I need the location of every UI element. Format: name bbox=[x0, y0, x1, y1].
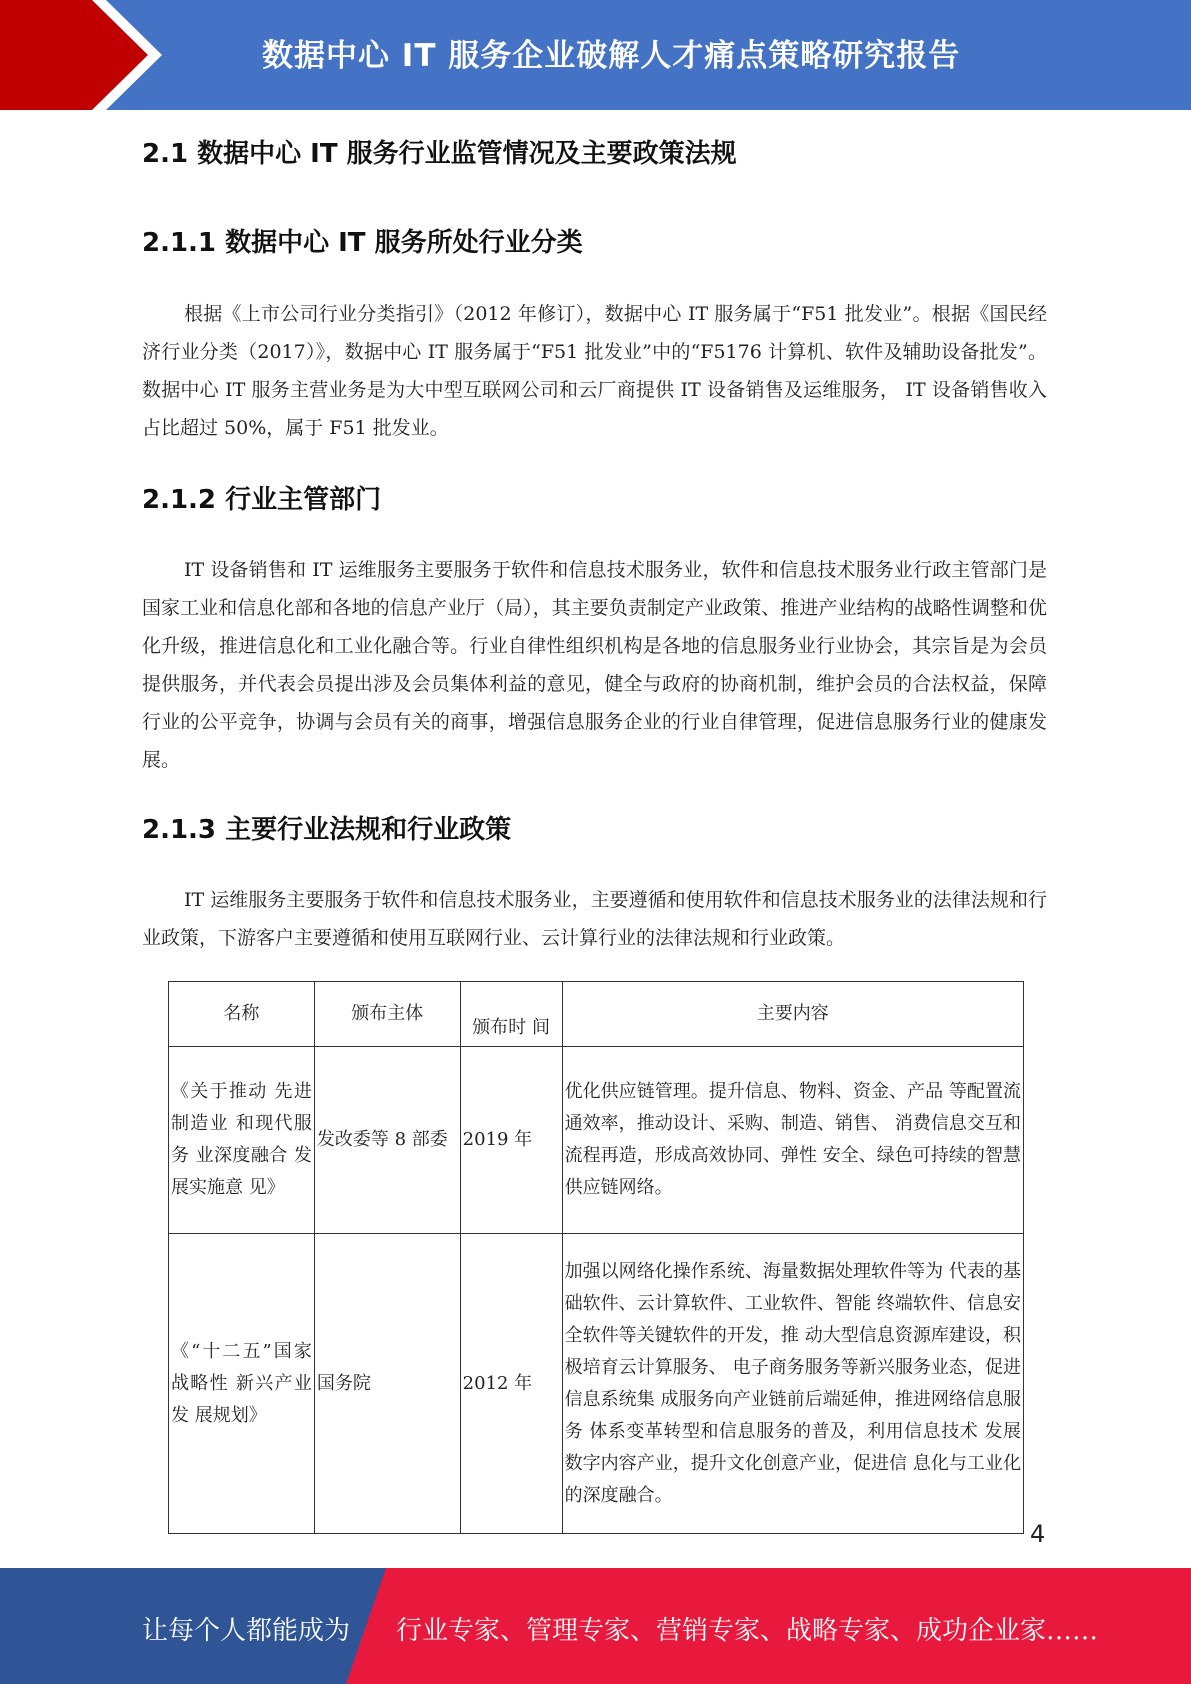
header-issuer: 颁布主体 bbox=[314, 982, 460, 1047]
section-heading-2-1-3: 2.1.3 主要行业法规和行业政策 bbox=[142, 815, 512, 845]
paragraph-regulators: IT 设备销售和 IT 运维服务主要服务于软件和信息技术服务业，软件和信息技术服务业行政主管部门是国家工业和信息化部和各地的信息产业厅（局），其主要负责制定产业政策、推进产业结构的战略性调整和优化升级，推进信息化和工业化融合等。行业自律性组织机构是各地的信息服务业行业协会，其宗旨是为会员提供服务，并代表会员提出涉及会员集体利益的意见，健全与政府的协商机制，维护会员的合法权益，保障行业的公平竞争，协调与会员有关的商事，增强信息服务企业的行业自律管理，促进信息服务行业的健康发展。 bbox=[142, 559, 1047, 771]
paragraph-laws-policies: IT 运维服务主要服务于软件和信息技术服务业，主要遵循和使用软件和信息技术服务业的法律法规和行业政策，下游客户主要遵循和使用互联网行业、云计算行业的法律法规和行业政策。 bbox=[142, 889, 1047, 949]
cell-name: 《关于推动 先进制造业 和现代服务 业深度融合 发展实施意 见》 bbox=[169, 1047, 315, 1234]
cell-issuer: 国务院 bbox=[314, 1234, 460, 1534]
table-header-row bbox=[169, 982, 1024, 1047]
cell-content: 优化供应链管理。提升信息、物料、资金、产品 等配置流通效率，推动设计、采购、制造、销售、 消费信息交互和流程再造，形成高效协同、弹性 安全、绿色可持续的智慧供应链网络。 bbox=[562, 1047, 1023, 1234]
page-footer bbox=[0, 1568, 1191, 1684]
section-heading-2-1: 2.1 数据中心 IT 服务行业监管情况及主要政策法规 bbox=[142, 139, 737, 169]
header-arrow-graphic bbox=[0, 0, 300, 110]
table-row bbox=[169, 1047, 1024, 1234]
header-date: 颁布时 间 bbox=[460, 982, 562, 1047]
page-header bbox=[0, 0, 1191, 110]
cell-date: 2019 年 bbox=[460, 1047, 562, 1234]
report-title: 数据中心 IT 服务企业破解人才痛点策略研究报告 bbox=[262, 38, 961, 74]
header-content: 主要内容 bbox=[562, 982, 1023, 1047]
cell-name: 《“十二五”国家战略性 新兴产业发 展规划》 bbox=[169, 1234, 315, 1534]
paragraph-industry-classification: 根据《上市公司行业分类指引》（2012 年修订），数据中心 IT 服务属于“F51 批发业”。根据《国民经济行业分类（2017）》，数据中心 IT 服务属于“F51 批发业”中的“F5176 计算机、软件及辅助设备批发”。数据中心 IT 服务主营业务是为大中型互联网公司和云厂商提供 IT 设备销售及运维服务， IT 设备销售收入占比超过 50%，属于 F51 批发业。 bbox=[142, 303, 1047, 439]
footer-slogan-left: 让每个人都能成为 bbox=[142, 1616, 351, 1646]
policy-table bbox=[168, 981, 1024, 1534]
section-heading-2-1-1: 2.1.1 数据中心 IT 服务所处行业分类 bbox=[142, 228, 583, 258]
table-row bbox=[169, 1234, 1024, 1534]
section-heading-2-1-2: 2.1.2 行业主管部门 bbox=[142, 485, 382, 515]
cell-date: 2012 年 bbox=[460, 1234, 562, 1534]
cell-content: 加强以网络化操作系统、海量数据处理软件等为 代表的基础软件、云计算软件、工业软件、智能 终端软件、信息安全软件等关键软件的开发，推 动大型信息资源库建设，积极培育云计算服务、 电子商务服务等新兴服务业态，促进信息系统集 成服务向产业链前后端延伸，推进网络信息服务 体系变革转型和信息服务的普及，利用信息技术 发展数字内容产业，提升文化创意产业，促进信 息化与工业化的深度融合。 bbox=[562, 1234, 1023, 1534]
page-number: 4 bbox=[1030, 1520, 1046, 1548]
header-name: 名称 bbox=[169, 982, 315, 1047]
cell-issuer: 发改委等 8 部委 bbox=[314, 1047, 460, 1234]
footer-slogan-right: 行业专家、管理专家、营销专家、战略专家、成功企业家…… bbox=[396, 1616, 1099, 1646]
